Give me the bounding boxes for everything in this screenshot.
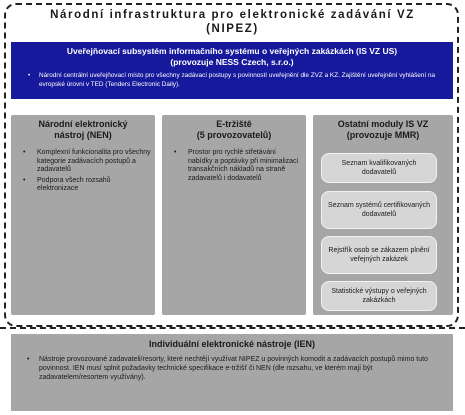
ostatni-title-line1: Ostatní moduly IS VZ [337, 119, 429, 129]
ostatni-title [313, 115, 453, 141]
nen-bullet-text: Komplexní funkcionalita pro všechny kategorie zadávacích postupů a zadavatelů [37, 149, 151, 173]
ien-box [11, 334, 453, 411]
list-item [174, 149, 302, 183]
nen-title-line2: nástroj (NEN) [54, 130, 112, 140]
ostatni-title-line2: (provozuje MMR) [346, 130, 420, 140]
isvzus-box [11, 42, 453, 99]
etrziste-title-line1: E-tržiště [216, 119, 252, 129]
list-item [23, 149, 151, 175]
ostatni-item-certifikovani [321, 191, 437, 229]
nipez-title-line2: (NIPEZ) [206, 23, 259, 35]
etrziste-title [162, 115, 306, 141]
ostatni-item-label: Rejstřík osob se zákazem plnění veřejných zakázek [328, 247, 430, 263]
nen-bullet-list [11, 149, 155, 194]
bullet-icon: • [174, 149, 177, 156]
ostatni-item-label: Seznam kvalifikovaných dodavatelů [341, 160, 417, 176]
ostatni-item-label: Statistické výstupy o veřejných zakázkách [331, 288, 427, 304]
ien-text: Nástroje provozované zadavateli/resorty, které nechtějí využívat NIPEZ u povinných komodit a zadávacích postupů mimo tuto povinnost. IEN musí splnit požadavky technické specifikace e-tržišť či NEN (dle rozsahu, ve kterém mají být zadavatelem/resortem využívány). [39, 356, 428, 381]
ostatni-item-rejstrik [321, 236, 437, 274]
nen-title [11, 115, 155, 141]
nen-title-line1: Národní elektronický [38, 119, 128, 129]
isvzus-text: Národní centrální uveřejňovací místo pro všechny zadávací postupy s povinností uveřejnění dle ZVZ a KZ. Zajištění uveřejnění vyhlášení na evropské úrovni v TED (Tenders Electronic Daily). [39, 72, 436, 88]
list-item [23, 176, 151, 194]
etrziste-bullet-list [162, 149, 306, 183]
ostatni-item-kvalifikovani [321, 153, 437, 183]
nen-bullet-text: Podpora všech rozsahů elektronizace [37, 176, 111, 192]
nipez-title-line1: Národní infrastruktura pro elektronické zadávání VZ [50, 9, 415, 21]
nen-box [11, 115, 155, 315]
bullet-icon: • [23, 149, 26, 156]
ien-description [11, 350, 453, 382]
etrziste-title-line2: (5 provozovatelů) [196, 130, 272, 140]
isvzus-description [11, 68, 453, 89]
dashed-divider [0, 327, 465, 329]
bullet-icon: • [23, 176, 26, 184]
etrziste-bullet-text: Prostor pro rychlé střetávání nabídky a poptávky při minimalizaci transakčních nákladů na straně zadavatelů i dodavatelů [188, 149, 299, 182]
ien-title: Individuální elektronické nástroje (IEN) [148, 339, 316, 349]
isvzus-title [11, 42, 453, 68]
etrziste-box [162, 115, 306, 315]
ostatni-item-statistiky [321, 281, 437, 311]
nipez-title [0, 8, 465, 36]
ostatni-item-label: Seznam systémů certifikovaných dodavatelů [328, 202, 430, 218]
bullet-icon: • [28, 72, 31, 79]
isvzus-title-line2: (provozuje NESS Czech, s.r.o.) [170, 57, 294, 67]
isvzus-title-line1: Uveřejňovací subsystém informačního systému o veřejných zakázkách (IS VZ US) [66, 46, 398, 56]
bullet-icon: • [27, 356, 30, 363]
